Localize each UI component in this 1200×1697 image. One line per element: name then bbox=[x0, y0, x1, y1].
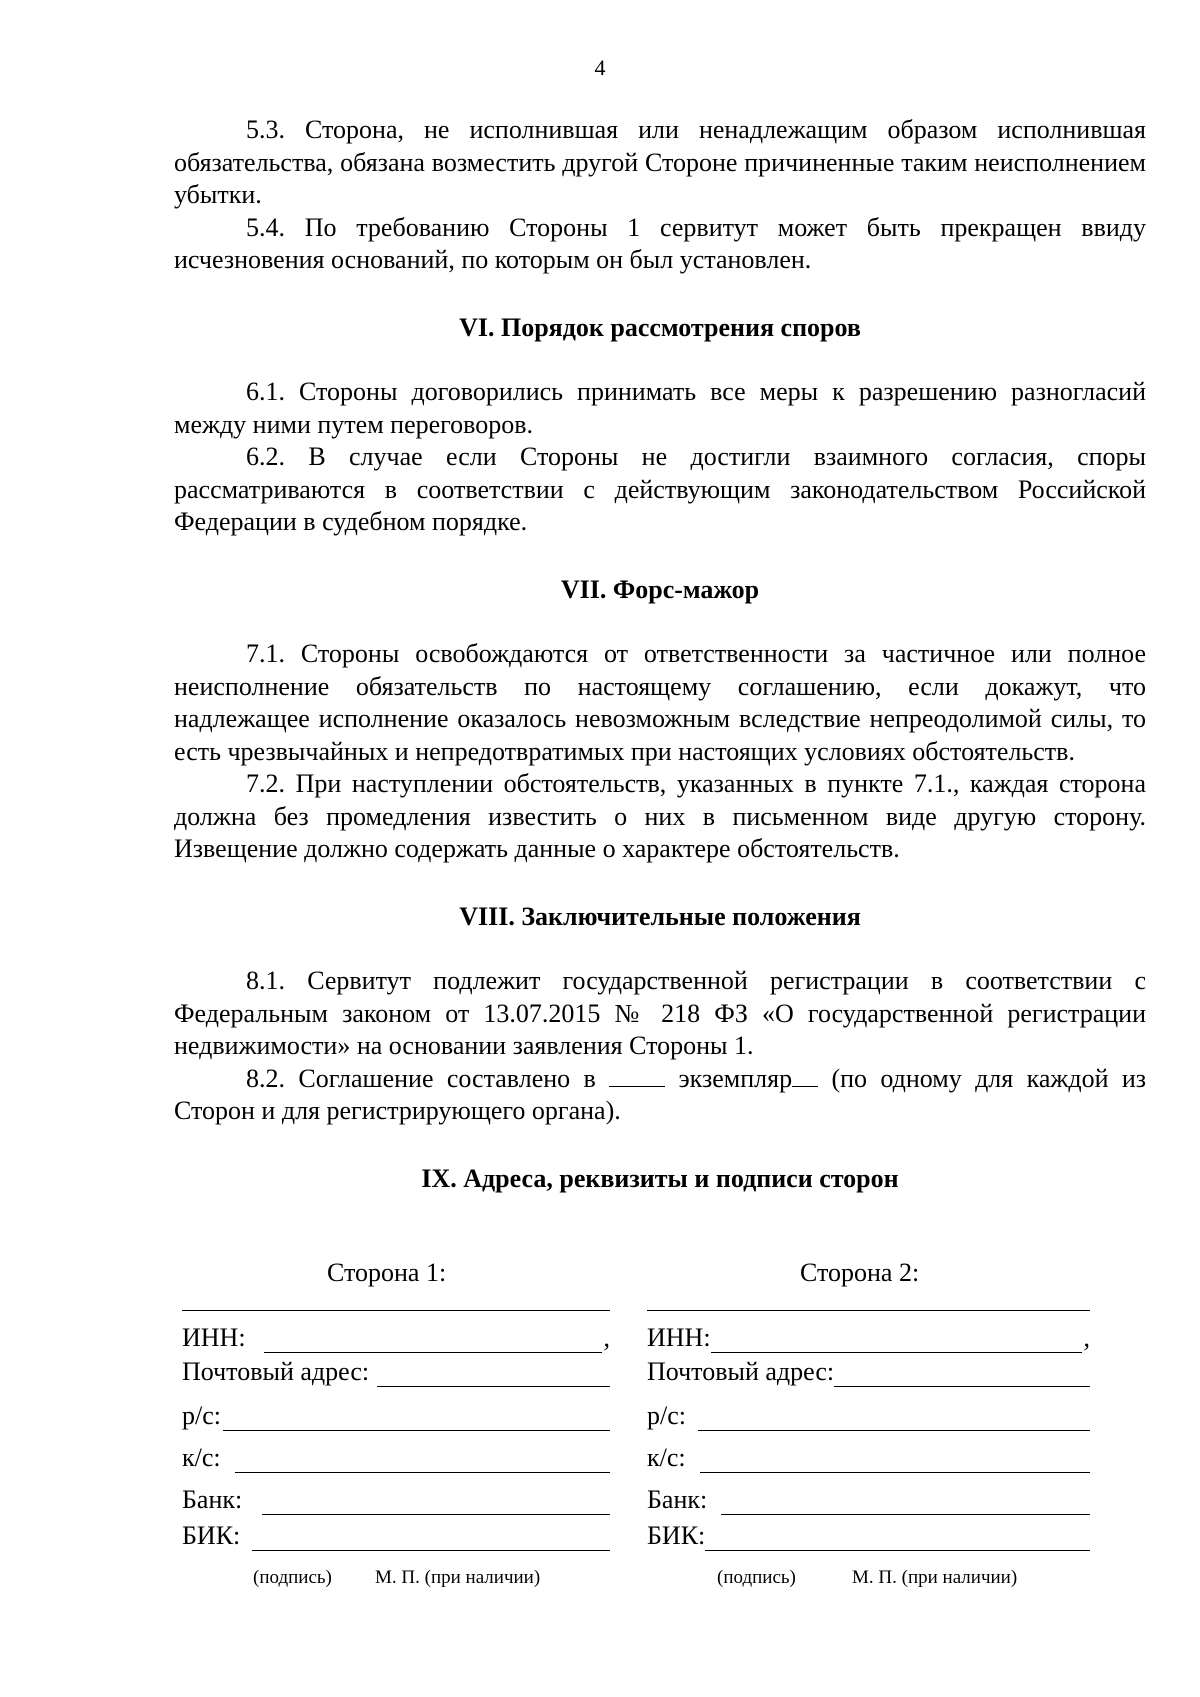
party-1-address-row bbox=[182, 1353, 610, 1387]
party-2-bank-row bbox=[647, 1473, 1090, 1515]
clause-8-2 bbox=[174, 1063, 1146, 1128]
page-number: 4 bbox=[594, 55, 606, 80]
inn-label: ИНН: bbox=[182, 1323, 246, 1352]
party-1-ks-field[interactable] bbox=[235, 1448, 610, 1473]
bik-label: БИК: bbox=[647, 1521, 706, 1550]
bik-label: БИК: bbox=[182, 1521, 241, 1550]
clause-5-4: 5.4. По требованию Стороны 1 сервитут может быть прекращен ввиду исчезновения оснований, по которым он был установлен. bbox=[174, 212, 1146, 274]
clause-8-2-end: (по одному для каждой из Сторон и для регистрирующего органа). bbox=[174, 1063, 1147, 1125]
rs-label: р/с: bbox=[182, 1401, 221, 1430]
bank-label: Банк: bbox=[647, 1485, 708, 1514]
party-2-bik-row bbox=[647, 1515, 1090, 1551]
address-label: Почтовый адрес: bbox=[647, 1357, 835, 1386]
party-2-signature-caption: (подпись) bbox=[717, 1567, 796, 1588]
ks-label: к/с: bbox=[182, 1443, 221, 1472]
party-1-title: Сторона 1: bbox=[327, 1258, 447, 1287]
clause-6-1: 6.1. Стороны договорились принимать все меры к разрешению разногласий между ними путем переговоров. bbox=[174, 377, 1146, 439]
rs-label: р/с: bbox=[647, 1401, 686, 1430]
party-1-stamp-caption: М. П. (при наличии) bbox=[375, 1567, 541, 1588]
party-2-ks-row bbox=[647, 1431, 1090, 1473]
party-2-stamp-caption: М. П. (при наличии) bbox=[852, 1567, 1018, 1588]
party-1-rs-field[interactable] bbox=[223, 1406, 610, 1431]
clause-7-1: 7.1. Стороны освобождаются от ответственности за частичное или полное неисполнение обязательств по настоящему соглашению, если докажут, что надлежащее исполнение оказалось невозможным вследствие непреодолимой силы, то есть чрезвычайных и непредотвратимых при настоящих условиях обстоятельств. bbox=[174, 639, 1146, 766]
party-2-bik-field[interactable] bbox=[705, 1526, 1090, 1551]
party-2-bank-field[interactable] bbox=[721, 1490, 1090, 1515]
copies-count-blank[interactable] bbox=[609, 1064, 665, 1087]
party-2-inn-field[interactable] bbox=[711, 1328, 1082, 1353]
party-1-rs-row bbox=[182, 1387, 610, 1431]
party-2-address-field[interactable] bbox=[834, 1362, 1090, 1387]
ks-label: к/с: bbox=[647, 1443, 686, 1472]
party-1-ks-row bbox=[182, 1431, 610, 1473]
copies-ending-blank[interactable] bbox=[792, 1064, 818, 1087]
bank-label: Банк: bbox=[182, 1485, 243, 1514]
party-2-rs-field[interactable] bbox=[698, 1406, 1090, 1431]
party-2-inn-row bbox=[647, 1311, 1090, 1353]
party-1-requisites bbox=[182, 1310, 610, 1551]
section-7-heading: VII. Форс-мажор bbox=[560, 574, 760, 604]
party-2-title: Сторона 2: bbox=[800, 1258, 920, 1287]
party-2-requisites bbox=[647, 1310, 1090, 1551]
comma: , bbox=[1083, 1323, 1090, 1352]
party-1-inn-field[interactable] bbox=[264, 1328, 602, 1353]
clause-8-2-middle: экземпляр bbox=[678, 1063, 793, 1093]
inn-label: ИНН: bbox=[647, 1323, 711, 1352]
party-2-address-row bbox=[647, 1353, 1090, 1387]
clause-8-1: 8.1. Сервитут подлежит государственной регистрации в соответствии с Федеральным законом от 13.07.2015 № 218 ФЗ «О государственной регистрации недвижимости» на основании заявления Стороны 1. bbox=[174, 966, 1146, 1060]
clause-6-2: 6.2. В случае если Стороны не достигли взаимного согласия, споры рассматриваются в соответствии с действующим законодательством Российской Федерации в судебном порядке. bbox=[174, 442, 1146, 536]
section-9-heading: IX. Адреса, реквизиты и подписи сторон bbox=[421, 1163, 899, 1193]
section-8-heading: VIII. Заключительные положения bbox=[459, 901, 861, 931]
party-1-address-field[interactable] bbox=[377, 1362, 610, 1387]
party-1-bik-row bbox=[182, 1515, 610, 1551]
section-6-heading: VI. Порядок рассмотрения споров bbox=[459, 312, 861, 342]
clause-5-3: 5.3. Сторона, не исполнившая или ненадлежащим образом исполнившая обязательства, обязана возместить другой Стороне причиненные таким неисполнением убытки. bbox=[174, 115, 1146, 209]
party-1-inn-row bbox=[182, 1311, 610, 1353]
party-1-signature-caption: (подпись) bbox=[253, 1567, 332, 1588]
party-2-ks-field[interactable] bbox=[700, 1448, 1090, 1473]
party-2-rs-row bbox=[647, 1387, 1090, 1431]
document-body bbox=[174, 114, 1146, 1227]
clause-8-2-start: 8.2. Соглашение составлено в bbox=[246, 1063, 596, 1093]
party-1-bank-row bbox=[182, 1473, 610, 1515]
party-1-bank-field[interactable] bbox=[262, 1490, 610, 1515]
clause-7-2: 7.2. При наступлении обстоятельств, указанных в пункте 7.1., каждая сторона должна без промедления известить о них в письменном виде другую сторону. Извещение должно содержать данные о характере обстоятельств. bbox=[174, 769, 1146, 863]
party-1-bik-field[interactable] bbox=[252, 1526, 610, 1551]
address-label: Почтовый адрес: bbox=[182, 1357, 370, 1386]
comma: , bbox=[603, 1323, 610, 1352]
